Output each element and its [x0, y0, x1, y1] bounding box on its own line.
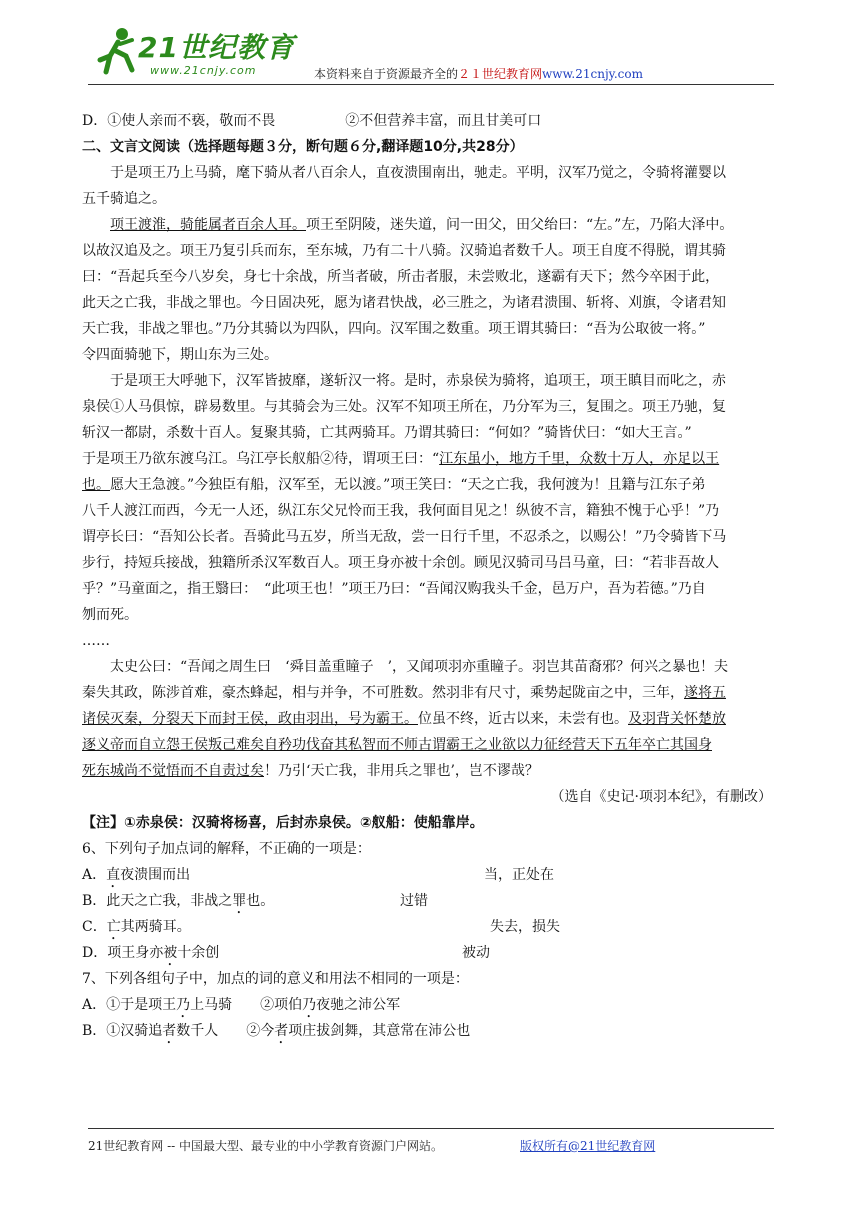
text-span: 项王至阴陵，迷失道，问一田父，田父绐曰：“左。”左，乃陷大泽中。	[306, 217, 734, 233]
text-span: 秦失其政，陈涉首难，豪杰蜂起，相与并争，不可胜数。然羽非有尺寸，乘势起陇亩之中，三年，	[82, 685, 684, 701]
segmentation-passage: 死东城尚不觉悟而不自责过矣	[82, 763, 264, 779]
q6-option-a	[82, 862, 782, 888]
segmentation-passage: 逐义帝而自立怨王侯叛己难矣自矜功伐奋其私智而不师古谓霸王之业欲以力征经营天下五年卒亡其国身	[82, 737, 712, 753]
option-d-line: D．①使人亲而不亵，敬而不畏 ②不但营养丰富，而且甘美可口	[82, 113, 542, 129]
text-span: C．	[82, 919, 107, 935]
q6-option-b-answer: 过错	[400, 893, 428, 909]
text-line: 以故汉追及之。项王乃复引兵而东，至东城，乃有二十八骑。汉骑追者数千人。项王自度不得脱，谓其骑	[82, 243, 726, 259]
text-span: 位虽不终，近古以来，未尝有也。	[418, 711, 628, 727]
text-line: 于是项王乃上马骑，麾下骑从者八百余人，直夜溃围南出，驰走。平明，汉军乃觉之，令骑将灌婴以	[110, 165, 726, 181]
header-site-link[interactable]: ２１世纪教育网	[458, 67, 543, 81]
underlined-sentence: 江东虽小，地方千里，众数十万人，亦足以王	[439, 451, 720, 467]
running-figure-icon	[96, 26, 138, 76]
q6-option-d	[82, 940, 782, 966]
question-6: 6、下列句子加点词的解释，不正确的一项是：	[82, 841, 371, 857]
q6-option-c-answer: 失去，损失	[490, 919, 560, 935]
text-line: 乎？”马童面之，指王翳曰： “此项王也！”项王乃曰：“吾闻汉购我头千金，邑万户，吾为若德。”乃自	[82, 581, 706, 597]
copyright-link[interactable]: 版权所有@21世纪教育网	[520, 1139, 656, 1153]
text-span: 夜驰之沛公军	[316, 997, 401, 1013]
text-line	[82, 472, 782, 498]
q6-option-a-answer: 当，正处在	[484, 867, 554, 883]
annotation-note: 【注】①赤泉侯：汉骑将杨喜，后封赤泉侯。②舣船：使船靠岸。	[82, 815, 484, 831]
text-span: A．①于是项王	[82, 997, 177, 1013]
header-note-prefix: 本资料来自于资源最齐全的	[314, 67, 459, 81]
header-note	[314, 65, 643, 82]
underlined-sentence: 也。	[82, 477, 110, 493]
q6-option-b	[82, 888, 782, 914]
text-span: 夜溃围而出	[120, 867, 191, 883]
site-logo	[94, 24, 324, 80]
page-footer	[88, 1128, 774, 1154]
text-line: 谓亭长曰：“吾知公长者。吾骑此马五岁，所当无敌，尝一日行千里，不忍杀之，以赐公！”乃令骑皆下马	[82, 529, 727, 545]
text-line: 步行，持短兵接战，独籍所杀汉军数百人。项王身亦被十余创。顾见汉骑司马吕马童，曰：“若非吾故人	[82, 555, 720, 571]
text-span: B．①汉骑追	[82, 1023, 163, 1039]
text-line: 泉侯①人马俱惊，辟易数里。与其骑会为三处。汉军不知项王所在，乃分军为三，复围之。项王乃驰，复	[82, 399, 726, 415]
logo-text: 21世纪教育	[138, 31, 295, 64]
logo-url: www.21cnjy.com	[150, 64, 257, 77]
dotted-word: 直	[106, 867, 121, 883]
q6-option-c	[82, 914, 782, 940]
text-span: D．项王身亦	[82, 945, 164, 961]
dotted-word: 乃	[176, 997, 191, 1013]
q6-option-d-answer: 被动	[462, 945, 490, 961]
page-header	[88, 20, 774, 85]
text-span: ！乃引‘天亡我，非用兵之罪也’，岂不谬哉？	[264, 763, 539, 779]
text-line: 五千骑追之。	[82, 191, 166, 207]
underlined-sentence: 及羽背关怀楚放	[628, 711, 726, 727]
dotted-word: 亡	[106, 919, 121, 935]
q7-option-b	[82, 1018, 782, 1044]
dotted-word: 者	[162, 1023, 177, 1039]
text-line	[82, 758, 782, 784]
source-citation: （选自《史记·项羽本纪》，有删改）	[550, 789, 772, 805]
text-line	[82, 212, 782, 238]
text-line: 于是项王大呼驰下，汉军皆披靡，遂斩汉一将。是时，赤泉侯为骑将，追项王，项王瞋目而叱之，赤	[110, 373, 726, 389]
text-line: 刎而死。	[82, 607, 138, 623]
footer-text: 21世纪教育网 -- 中国最大型、最专业的中小学教育资源门户网站。	[88, 1139, 444, 1153]
text-line: 斩汉一都尉，杀数十百人。复聚其骑，亡其两骑耳。乃谓其骑曰：“何如？”骑皆伏曰：“如大王言。”	[82, 425, 692, 441]
section-heading: 二、文言文阅读（选择题每题３分，断句题６分,翻译题10分,共28分）	[82, 139, 524, 155]
question-7: 7、下列各组句子中，加点的词的意义和用法不相同的一项是：	[82, 971, 469, 987]
text-span: 十余创	[177, 945, 220, 961]
text-line	[82, 706, 782, 732]
text-span: 于是项王乃欲东渡乌江。乌江亭长舣船②待，谓项王曰：“	[82, 451, 440, 467]
q7-option-a	[82, 992, 782, 1018]
document-body	[82, 108, 782, 1044]
text-span: 也。	[246, 893, 275, 909]
text-span: B．此天之亡我，非战之	[82, 893, 233, 909]
text-line: 此天之亡我，非战之罪也。今日固决死，愿为诸君快战，必三胜之，为诸君溃围、斩将、刈旗，令诸君知	[82, 295, 726, 311]
text-line: 曰：“吾起兵至今八岁矣，身七十余战，所当者破，所击者服，未尝败北，遂霸有天下；然今卒困于此，	[82, 269, 720, 285]
text-span: A．	[82, 867, 107, 883]
text-line: 令四面骑驰下，期山东为三处。	[82, 347, 278, 363]
dotted-word: 被	[163, 945, 178, 961]
dotted-word: 乃	[302, 997, 317, 1013]
dotted-word: 罪	[232, 893, 247, 909]
text-span: 数千人 ②今	[176, 1023, 275, 1039]
text-line: 太史公曰：“吾闻之周生曰 ‘舜目盖重瞳子 ’，又闻项羽亦重瞳子。羽岂其苗裔邪？何兴之暴也！夫	[110, 659, 729, 675]
dotted-word: 者	[274, 1023, 289, 1039]
underlined-sentence: 项王渡淮，骑能属者百余人耳。	[110, 217, 306, 233]
text-span: 上马骑 ②项伯	[190, 997, 303, 1013]
text-line: 天亡我，非战之罪也。”乃分其骑以为四队，四向。汉军围之数重。项王谓其骑曰：“吾为公取彼一将。”	[82, 321, 706, 337]
ellipsis: ……	[82, 633, 110, 649]
text-line	[82, 446, 782, 472]
text-span: 项庄拔剑舞，其意常在沛公也	[288, 1023, 471, 1039]
text-line	[82, 680, 782, 706]
text-span: 其两骑耳。	[120, 919, 191, 935]
underlined-sentence: 遂将五	[684, 685, 726, 701]
underlined-sentence: 诸侯灭秦，分裂天下而封王侯，政由羽出，号为霸王。	[82, 711, 418, 727]
text-span: 愿大王急渡。”今独臣有船，汉军至，无以渡。”项王笑曰：“天之亡我，我何渡为！且籍与江东子弟	[110, 477, 706, 493]
text-line: 八千人渡江而西，今无一人还，纵江东父兄怜而王我，我何面目见之！纵彼不言，籍独不愧于心乎！”乃	[82, 503, 720, 519]
header-url-link[interactable]: www.21cnjy.com	[542, 67, 643, 81]
